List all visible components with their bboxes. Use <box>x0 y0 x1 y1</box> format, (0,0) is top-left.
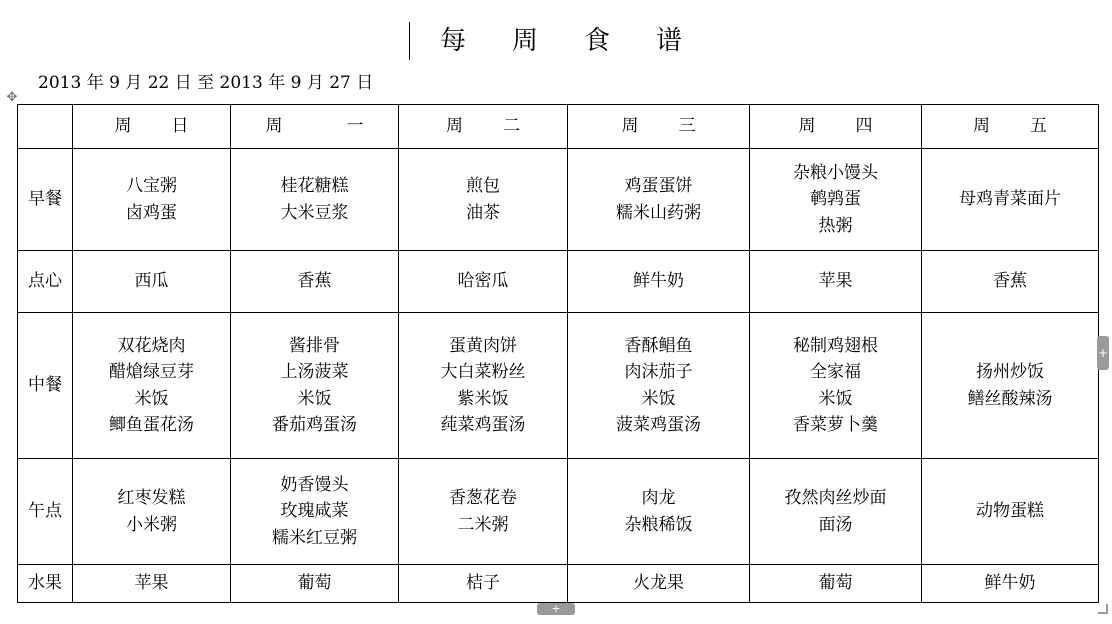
day-header-fri: 周 五 <box>922 105 1099 149</box>
menu-cell: 煎包 油茶 <box>399 149 568 251</box>
menu-cell: 桔子 <box>399 565 568 603</box>
menu-cell: 火龙果 <box>568 565 750 603</box>
menu-cell: 秘制鸡翅根 全家福 米饭 香菜萝卜羹 <box>750 313 922 459</box>
day-header-wed: 周 三 <box>568 105 750 149</box>
table-move-handle-icon[interactable]: ✥ <box>6 90 18 105</box>
menu-cell: 桂花糖糕 大米豆浆 <box>231 149 399 251</box>
menu-cell: 香葱花卷 二米粥 <box>399 459 568 565</box>
meal-label: 午点 <box>18 459 73 565</box>
menu-cell: 葡萄 <box>750 565 922 603</box>
menu-cell: 八宝粥 卤鸡蛋 <box>73 149 231 251</box>
meal-row-fruit <box>18 565 1099 603</box>
menu-cell: 红枣发糕 小米粥 <box>73 459 231 565</box>
menu-cell: 酱排骨 上汤菠菜 米饭 番茄鸡蛋汤 <box>231 313 399 459</box>
menu-cell: 蛋黄肉饼 大白菜粉丝 紫米饭 莼菜鸡蛋汤 <box>399 313 568 459</box>
menu-cell: 哈密瓜 <box>399 251 568 313</box>
menu-cell: 肉龙 杂粮稀饭 <box>568 459 750 565</box>
day-header-sun: 周 日 <box>73 105 231 149</box>
day-header-tue: 周 二 <box>399 105 568 149</box>
meal-row-lunch <box>18 313 1099 459</box>
day-header-thu: 周 四 <box>750 105 922 149</box>
menu-cell: 动物蛋糕 <box>922 459 1099 565</box>
title-char: 谱 <box>656 26 683 56</box>
menu-cell: 杂粮小馒头 鹌鹑蛋 热粥 <box>750 149 922 251</box>
menu-cell: 鲜牛奶 <box>922 565 1099 603</box>
meal-row-snack <box>18 251 1099 313</box>
menu-cell: 双花烧肉 醋熗绿豆芽 米饭 鲫鱼蛋花汤 <box>73 313 231 459</box>
menu-cell: 苹果 <box>73 565 231 603</box>
page-title <box>0 24 1112 58</box>
menu-cell: 葡萄 <box>231 565 399 603</box>
meal-row-afternoon <box>18 459 1099 565</box>
menu-cell: 鲜牛奶 <box>568 251 750 313</box>
date-range: 2013 年 9 月 22 日 至 2013 年 9 月 27 日 <box>38 73 374 93</box>
weekly-menu-table <box>17 104 1099 603</box>
menu-cell: 香蕉 <box>231 251 399 313</box>
corner-cell <box>18 105 73 149</box>
meal-label: 点心 <box>18 251 73 313</box>
menu-cell: 奶香馒头 玫瑰咸菜 糯米红豆粥 <box>231 459 399 565</box>
add-row-icon[interactable]: + <box>537 603 575 615</box>
title-char: 周 <box>511 26 538 56</box>
header-row <box>18 105 1099 149</box>
menu-cell: 苹果 <box>750 251 922 313</box>
resize-icon[interactable] <box>1098 604 1108 614</box>
day-header-mon: 周 一 <box>231 105 399 149</box>
menu-cell: 扬州炒饭 鳝丝酸辣汤 <box>922 313 1099 459</box>
title-char: 每 <box>439 26 466 56</box>
meal-label: 水果 <box>18 565 73 603</box>
meal-label: 早餐 <box>18 149 73 251</box>
menu-cell: 西瓜 <box>73 251 231 313</box>
add-column-icon[interactable]: + <box>1097 336 1109 370</box>
meal-row-breakfast <box>18 149 1099 251</box>
menu-cell: 香酥鲳鱼 肉沫茄子 米饭 菠菜鸡蛋汤 <box>568 313 750 459</box>
meal-label: 中餐 <box>18 313 73 459</box>
menu-cell: 鸡蛋蛋饼 糯米山药粥 <box>568 149 750 251</box>
menu-cell: 孜然肉丝炒面 面汤 <box>750 459 922 565</box>
title-char: 食 <box>584 26 611 56</box>
menu-cell: 香蕉 <box>922 251 1099 313</box>
menu-cell: 母鸡青菜面片 <box>922 149 1099 251</box>
